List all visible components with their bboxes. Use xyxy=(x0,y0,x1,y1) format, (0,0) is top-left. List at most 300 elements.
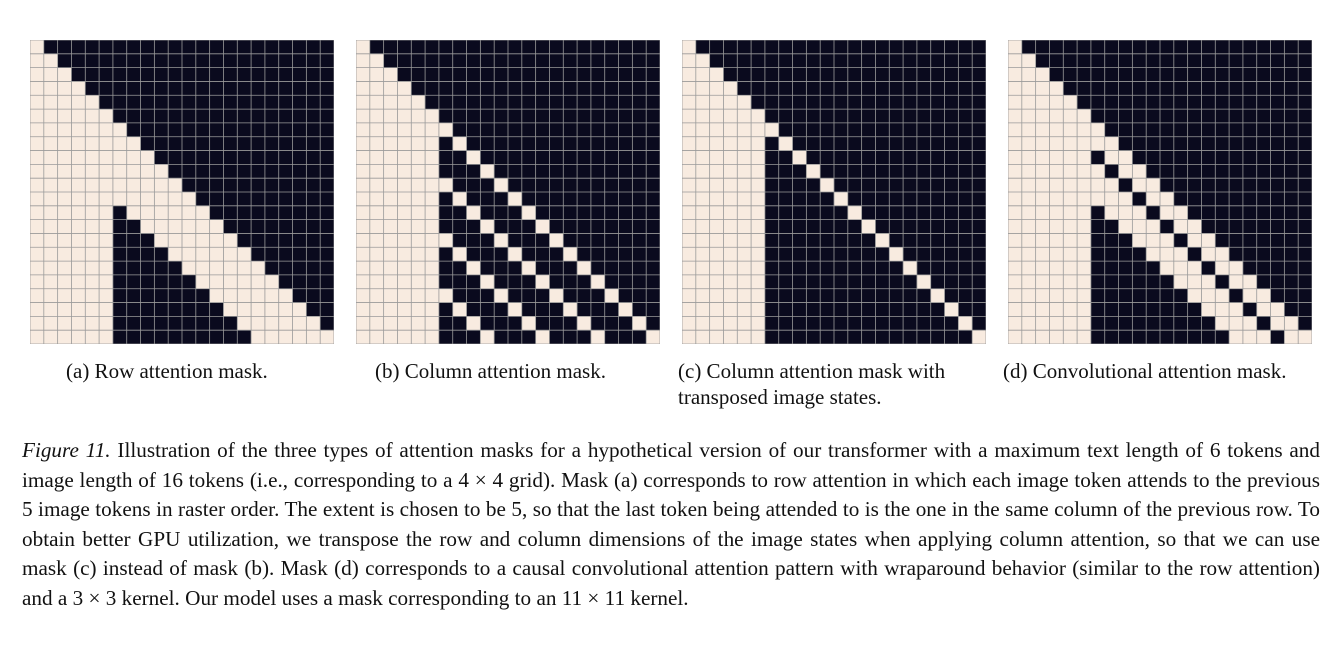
mask-cell-allowed xyxy=(397,81,411,95)
mask-cell-allowed xyxy=(384,68,398,82)
mask-cell-allowed xyxy=(44,95,58,109)
mask-cell-allowed xyxy=(196,233,210,247)
mask-cell-allowed xyxy=(30,137,44,151)
mask-cell-allowed xyxy=(1008,137,1022,151)
mask-cell-allowed xyxy=(682,233,696,247)
mask-cell-allowed xyxy=(1215,316,1229,330)
mask-cell-allowed xyxy=(682,68,696,82)
mask-cell-allowed xyxy=(237,247,251,261)
mask-cell-allowed xyxy=(1063,261,1077,275)
mask-cell-allowed xyxy=(30,192,44,206)
mask-cell-allowed xyxy=(751,247,765,261)
mask-cell-allowed xyxy=(182,261,196,275)
mask-cell-allowed xyxy=(141,164,155,178)
mask-cell-allowed xyxy=(710,81,724,95)
mask-cell-allowed xyxy=(646,330,660,344)
mask-cell-allowed xyxy=(154,233,168,247)
mask-cell-allowed xyxy=(1091,164,1105,178)
mask-cell-allowed xyxy=(508,303,522,317)
mask-cell-allowed xyxy=(1146,233,1160,247)
mask-cell-allowed xyxy=(1271,303,1285,317)
mask-cell-allowed xyxy=(223,275,237,289)
mask-cell-allowed xyxy=(1174,247,1188,261)
mask-cell-allowed xyxy=(945,303,959,317)
mask-cell-allowed xyxy=(1049,233,1063,247)
mask-cell-allowed xyxy=(696,289,710,303)
mask-cell-allowed xyxy=(1049,123,1063,137)
mask-cell-allowed xyxy=(1008,123,1022,137)
mask-cell-allowed xyxy=(384,206,398,220)
mask-cell-allowed xyxy=(397,206,411,220)
mask-cell-allowed xyxy=(44,233,58,247)
mask-cell-allowed xyxy=(696,275,710,289)
mask-cell-allowed xyxy=(710,151,724,165)
mask-cell-allowed xyxy=(71,275,85,289)
mask-cell-allowed xyxy=(30,303,44,317)
mask-cell-allowed xyxy=(577,316,591,330)
mask-cell-allowed xyxy=(696,109,710,123)
mask-cell-allowed xyxy=(1284,316,1298,330)
mask-cell-allowed xyxy=(737,316,751,330)
mask-cell-allowed xyxy=(723,109,737,123)
mask-cell-allowed xyxy=(127,206,141,220)
mask-cell-allowed xyxy=(723,303,737,317)
mask-cell-allowed xyxy=(439,123,453,137)
mask-cell-allowed xyxy=(696,261,710,275)
mask-cell-allowed xyxy=(751,137,765,151)
mask-cell-allowed xyxy=(723,192,737,206)
mask-cell-allowed xyxy=(85,261,99,275)
mask-cell-allowed xyxy=(411,123,425,137)
mask-cell-allowed xyxy=(425,192,439,206)
mask-cell-allowed xyxy=(1077,316,1091,330)
mask-cell-allowed xyxy=(370,123,384,137)
mask-cell-allowed xyxy=(737,330,751,344)
mask-cell-allowed xyxy=(182,233,196,247)
mask-cell-allowed xyxy=(30,275,44,289)
mask-cell-allowed xyxy=(737,137,751,151)
mask-cell-allowed xyxy=(99,316,113,330)
mask-cell-allowed xyxy=(397,123,411,137)
mask-cell-allowed xyxy=(237,303,251,317)
mask-cell-allowed xyxy=(58,178,72,192)
mask-cell-allowed xyxy=(168,206,182,220)
mask-cell-allowed xyxy=(710,95,724,109)
mask-cell-allowed xyxy=(154,206,168,220)
mask-cell-allowed xyxy=(1077,192,1091,206)
mask-cell-allowed xyxy=(168,192,182,206)
mask-cell-allowed xyxy=(85,330,99,344)
mask-cell-allowed xyxy=(370,330,384,344)
mask-cell-allowed xyxy=(682,192,696,206)
mask-cell-allowed xyxy=(696,247,710,261)
mask-cell-allowed xyxy=(1008,316,1022,330)
mask-cell-allowed xyxy=(1229,303,1243,317)
mask-cell-allowed xyxy=(1049,303,1063,317)
mask-cell-allowed xyxy=(154,164,168,178)
mask-cell-allowed xyxy=(862,220,876,234)
mask-cell-allowed xyxy=(265,316,279,330)
mask-cell-allowed xyxy=(279,330,293,344)
mask-cell-allowed xyxy=(370,233,384,247)
mask-cell-allowed xyxy=(210,220,224,234)
mask-cell-allowed xyxy=(1022,303,1036,317)
mask-cell-allowed xyxy=(723,164,737,178)
mask-cell-allowed xyxy=(1077,275,1091,289)
mask-cell-allowed xyxy=(237,261,251,275)
mask-cell-allowed xyxy=(1008,247,1022,261)
mask-cell-allowed xyxy=(44,316,58,330)
mask-cell-allowed xyxy=(30,261,44,275)
mask-cell-allowed xyxy=(1077,109,1091,123)
mask-cell-allowed xyxy=(1036,192,1050,206)
mask-cell-allowed xyxy=(251,261,265,275)
mask-cell-allowed xyxy=(682,151,696,165)
mask-cell-allowed xyxy=(1049,206,1063,220)
mask-cell-allowed xyxy=(1063,220,1077,234)
mask-cell-allowed xyxy=(306,330,320,344)
mask-cell-allowed xyxy=(1105,206,1119,220)
mask-cell-allowed xyxy=(682,137,696,151)
mask-cell-allowed xyxy=(1077,206,1091,220)
mask-cell-allowed xyxy=(1257,303,1271,317)
mask-cell-allowed xyxy=(141,151,155,165)
mask-cell-allowed xyxy=(751,233,765,247)
mask-cell-allowed xyxy=(875,233,889,247)
mask-cell-allowed xyxy=(85,233,99,247)
caption-b: (b) Column attention mask. xyxy=(375,359,606,383)
mask-cell-allowed xyxy=(1008,289,1022,303)
mask-cell-allowed xyxy=(356,151,370,165)
mask-cell-allowed xyxy=(1022,68,1036,82)
mask-cell-allowed xyxy=(1063,247,1077,261)
mask-cell-allowed xyxy=(397,316,411,330)
mask-cell-allowed xyxy=(370,54,384,68)
mask-cell-allowed xyxy=(696,220,710,234)
mask-cell-allowed xyxy=(425,316,439,330)
mask-cell-allowed xyxy=(1119,192,1133,206)
mask-cell-allowed xyxy=(44,247,58,261)
mask-cell-allowed xyxy=(279,316,293,330)
mask-cell-allowed xyxy=(710,220,724,234)
mask-cell-allowed xyxy=(293,303,307,317)
mask-cell-allowed xyxy=(397,192,411,206)
caption-d: (d) Convolutional attention mask. xyxy=(1003,359,1287,383)
mask-cell-allowed xyxy=(384,330,398,344)
figure-caption xyxy=(22,436,1320,614)
mask-cell-allowed xyxy=(696,206,710,220)
mask-cell-allowed xyxy=(306,316,320,330)
mask-cell-allowed xyxy=(30,81,44,95)
mask-cell-allowed xyxy=(397,95,411,109)
mask-cell-allowed xyxy=(30,206,44,220)
mask-cell-allowed xyxy=(356,40,370,54)
mask-cell-allowed xyxy=(1063,137,1077,151)
mask-cell-allowed xyxy=(1022,233,1036,247)
mask-cell-allowed xyxy=(370,68,384,82)
mask-cell-allowed xyxy=(751,303,765,317)
mask-cell-allowed xyxy=(1036,303,1050,317)
mask-cell-allowed xyxy=(751,151,765,165)
mask-cell-allowed xyxy=(397,220,411,234)
mask-cell-allowed xyxy=(384,303,398,317)
mask-cell-allowed xyxy=(1063,192,1077,206)
mask-cell-allowed xyxy=(1077,289,1091,303)
mask-cell-allowed xyxy=(710,137,724,151)
mask-cell-allowed xyxy=(793,151,807,165)
mask-cell-allowed xyxy=(1036,68,1050,82)
mask-cell-allowed xyxy=(1036,109,1050,123)
mask-cell-allowed xyxy=(265,275,279,289)
mask-cell-allowed xyxy=(1257,330,1271,344)
mask-cell-allowed xyxy=(494,178,508,192)
mask-cell-allowed xyxy=(1008,95,1022,109)
mask-cell-allowed xyxy=(425,261,439,275)
mask-cell-allowed xyxy=(1022,151,1036,165)
mask-cell-allowed xyxy=(1215,247,1229,261)
mask-cell-allowed xyxy=(370,289,384,303)
mask-cell-allowed xyxy=(397,178,411,192)
mask-cell-allowed xyxy=(58,275,72,289)
mask-cell-allowed xyxy=(1036,247,1050,261)
mask-cell-allowed xyxy=(58,316,72,330)
mask-cell-allowed xyxy=(1077,261,1091,275)
column-attention-transposed-mask xyxy=(682,40,986,344)
mask-cell-allowed xyxy=(710,233,724,247)
mask-cell-allowed xyxy=(1049,247,1063,261)
mask-cell-allowed xyxy=(1077,220,1091,234)
mask-cell-allowed xyxy=(58,261,72,275)
mask-cell-allowed xyxy=(58,68,72,82)
mask-cell-allowed xyxy=(723,289,737,303)
mask-cell-allowed xyxy=(320,330,334,344)
mask-cell-allowed xyxy=(85,123,99,137)
mask-cell-allowed xyxy=(1008,109,1022,123)
mask-cell-allowed xyxy=(1243,330,1257,344)
mask-cell-allowed xyxy=(265,330,279,344)
mask-cell-allowed xyxy=(223,289,237,303)
mask-cell-allowed xyxy=(384,233,398,247)
mask-cell-allowed xyxy=(1077,247,1091,261)
mask-cell-allowed xyxy=(1049,220,1063,234)
mask-cell-allowed xyxy=(210,289,224,303)
mask-cell-allowed xyxy=(1008,261,1022,275)
mask-cell-allowed xyxy=(1036,164,1050,178)
mask-cell-allowed xyxy=(682,261,696,275)
mask-cell-allowed xyxy=(182,247,196,261)
mask-cell-allowed xyxy=(85,178,99,192)
mask-cell-allowed xyxy=(30,151,44,165)
mask-cell-allowed xyxy=(1091,192,1105,206)
mask-cell-allowed xyxy=(279,303,293,317)
mask-cell-allowed xyxy=(99,151,113,165)
mask-cell-allowed xyxy=(356,316,370,330)
mask-cell-allowed xyxy=(1119,151,1133,165)
mask-cell-allowed xyxy=(425,206,439,220)
mask-cell-allowed xyxy=(723,275,737,289)
mask-cell-allowed xyxy=(1105,178,1119,192)
mask-cell-allowed xyxy=(265,289,279,303)
mask-cell-allowed xyxy=(1008,233,1022,247)
mask-cell-allowed xyxy=(356,192,370,206)
mask-cell-allowed xyxy=(1008,68,1022,82)
mask-cell-allowed xyxy=(196,275,210,289)
mask-cell-allowed xyxy=(682,303,696,317)
mask-cell-allowed xyxy=(99,206,113,220)
mask-cell-allowed xyxy=(71,316,85,330)
mask-cell-allowed xyxy=(737,289,751,303)
caption-c-line1: (c) Column attention mask with xyxy=(678,359,946,383)
mask-cell-allowed xyxy=(1077,123,1091,137)
mask-cell-allowed xyxy=(723,206,737,220)
mask-cell-allowed xyxy=(696,151,710,165)
mask-cell-allowed xyxy=(58,164,72,178)
mask-cell-allowed xyxy=(85,303,99,317)
mask-cell-allowed xyxy=(751,289,765,303)
mask-cell-allowed xyxy=(356,289,370,303)
mask-cell-allowed xyxy=(1036,95,1050,109)
mask-cell-allowed xyxy=(710,109,724,123)
mask-cell-allowed xyxy=(1049,316,1063,330)
mask-cell-allowed xyxy=(370,220,384,234)
mask-cell-allowed xyxy=(1036,220,1050,234)
mask-cell-allowed xyxy=(58,289,72,303)
mask-cell-allowed xyxy=(141,220,155,234)
mask-cell-allowed xyxy=(682,220,696,234)
mask-cell-allowed xyxy=(1063,164,1077,178)
mask-cell-allowed xyxy=(1036,137,1050,151)
mask-cell-allowed xyxy=(1022,178,1036,192)
mask-cell-allowed xyxy=(99,137,113,151)
mask-cell-allowed xyxy=(44,261,58,275)
mask-cell-allowed xyxy=(85,95,99,109)
mask-cell-allowed xyxy=(141,206,155,220)
mask-cell-allowed xyxy=(44,178,58,192)
mask-cell-allowed xyxy=(44,137,58,151)
mask-cell-allowed xyxy=(210,247,224,261)
mask-cell-allowed xyxy=(293,330,307,344)
mask-cell-allowed xyxy=(1022,289,1036,303)
mask-cell-allowed xyxy=(85,247,99,261)
mask-cell-allowed xyxy=(1008,81,1022,95)
mask-cell-allowed xyxy=(1174,261,1188,275)
mask-cell-allowed xyxy=(411,233,425,247)
mask-cell-allowed xyxy=(356,109,370,123)
mask-cell-allowed xyxy=(696,123,710,137)
mask-cell-allowed xyxy=(1077,303,1091,317)
mask-cell-allowed xyxy=(682,54,696,68)
mask-cell-allowed xyxy=(384,137,398,151)
mask-cell-allowed xyxy=(751,206,765,220)
mask-cell-allowed xyxy=(1049,137,1063,151)
mask-cell-allowed xyxy=(1063,95,1077,109)
mask-cell-allowed xyxy=(1174,206,1188,220)
mask-cell-allowed xyxy=(251,303,265,317)
mask-cell-allowed xyxy=(411,95,425,109)
mask-cell-allowed xyxy=(237,316,251,330)
mask-cell-allowed xyxy=(1091,137,1105,151)
figure-caption-text: Illustration of the three types of attention masks for a hypothetical version of our transformer with a maximum text length of 6 tokens and image length of 16 tokens (i.e., corresponding to a 4 × 4 grid). Mask (a) corresponds to row attention in which each image token attends to the previous 5 image tokens in raster order. The extent is chosen to be 5, so that the last token being attended to is the one in the same column of the previous row. To obtain better GPU utilization, we transpose the row and column dimensions of the image states when applying column attention, so that we can use mask (c) instead of mask (b). Mask (d) corresponds to a causal convolutional attention pattern with wraparound behavior (similar to the row attention) and a 3 × 3 kernel. Our model uses a mask corresponding to an 11 × 11 kernel. xyxy=(22,438,1320,610)
mask-cell-allowed xyxy=(58,137,72,151)
mask-cell-allowed xyxy=(1008,275,1022,289)
mask-cell-allowed xyxy=(85,206,99,220)
mask-cell-allowed xyxy=(356,164,370,178)
mask-cell-allowed xyxy=(696,233,710,247)
mask-cell-allowed xyxy=(723,261,737,275)
mask-cell-allowed xyxy=(425,109,439,123)
mask-cell-allowed xyxy=(44,81,58,95)
mask-cell-allowed xyxy=(1201,247,1215,261)
mask-cell-allowed xyxy=(71,233,85,247)
mask-cell-allowed xyxy=(85,109,99,123)
mask-cell-allowed xyxy=(723,316,737,330)
mask-cell-allowed xyxy=(1077,151,1091,165)
mask-cell-allowed xyxy=(370,81,384,95)
mask-cell-allowed xyxy=(58,303,72,317)
mask-cell-allowed xyxy=(370,151,384,165)
mask-cell-allowed xyxy=(1008,303,1022,317)
mask-cell-allowed xyxy=(563,247,577,261)
mask-cell-allowed xyxy=(1049,151,1063,165)
mask-cell-allowed xyxy=(356,123,370,137)
mask-cell-allowed xyxy=(751,275,765,289)
mask-cell-allowed xyxy=(71,220,85,234)
mask-cell-allowed xyxy=(370,109,384,123)
mask-cell-allowed xyxy=(1174,275,1188,289)
mask-cell-allowed xyxy=(1036,123,1050,137)
mask-cell-allowed xyxy=(682,81,696,95)
mask-cell-allowed xyxy=(425,220,439,234)
mask-cell-allowed xyxy=(356,95,370,109)
mask-cell-allowed xyxy=(251,289,265,303)
mask-cell-allowed xyxy=(972,330,986,344)
mask-cell-allowed xyxy=(1022,137,1036,151)
mask-cell-allowed xyxy=(710,303,724,317)
mask-cell-allowed xyxy=(820,178,834,192)
column-attention-mask xyxy=(356,40,660,344)
mask-cell-allowed xyxy=(44,275,58,289)
mask-cell-allowed xyxy=(141,192,155,206)
mask-cell-allowed xyxy=(58,220,72,234)
mask-cell-allowed xyxy=(71,178,85,192)
mask-cell-allowed xyxy=(1022,192,1036,206)
mask-cell-allowed xyxy=(1008,330,1022,344)
mask-cell-allowed xyxy=(182,192,196,206)
mask-cell-allowed xyxy=(536,220,550,234)
mask-cell-allowed xyxy=(1063,151,1077,165)
mask-cell-allowed xyxy=(44,192,58,206)
mask-cell-allowed xyxy=(1022,275,1036,289)
mask-cell-allowed xyxy=(397,233,411,247)
mask-cell-allowed xyxy=(58,247,72,261)
mask-cell-allowed xyxy=(58,109,72,123)
mask-cell-allowed xyxy=(30,178,44,192)
mask-cell-allowed xyxy=(356,275,370,289)
mask-cell-allowed xyxy=(1049,81,1063,95)
mask-cell-allowed xyxy=(605,289,619,303)
mask-cell-allowed xyxy=(508,192,522,206)
mask-cell-allowed xyxy=(44,303,58,317)
mask-cell-allowed xyxy=(370,261,384,275)
mask-cell-allowed xyxy=(71,289,85,303)
mask-cell-allowed xyxy=(44,151,58,165)
mask-cell-allowed xyxy=(710,178,724,192)
mask-cell-allowed xyxy=(480,164,494,178)
mask-cell-allowed xyxy=(113,178,127,192)
mask-cell-allowed xyxy=(1188,233,1202,247)
mask-cell-allowed xyxy=(30,330,44,344)
mask-cell-allowed xyxy=(397,247,411,261)
